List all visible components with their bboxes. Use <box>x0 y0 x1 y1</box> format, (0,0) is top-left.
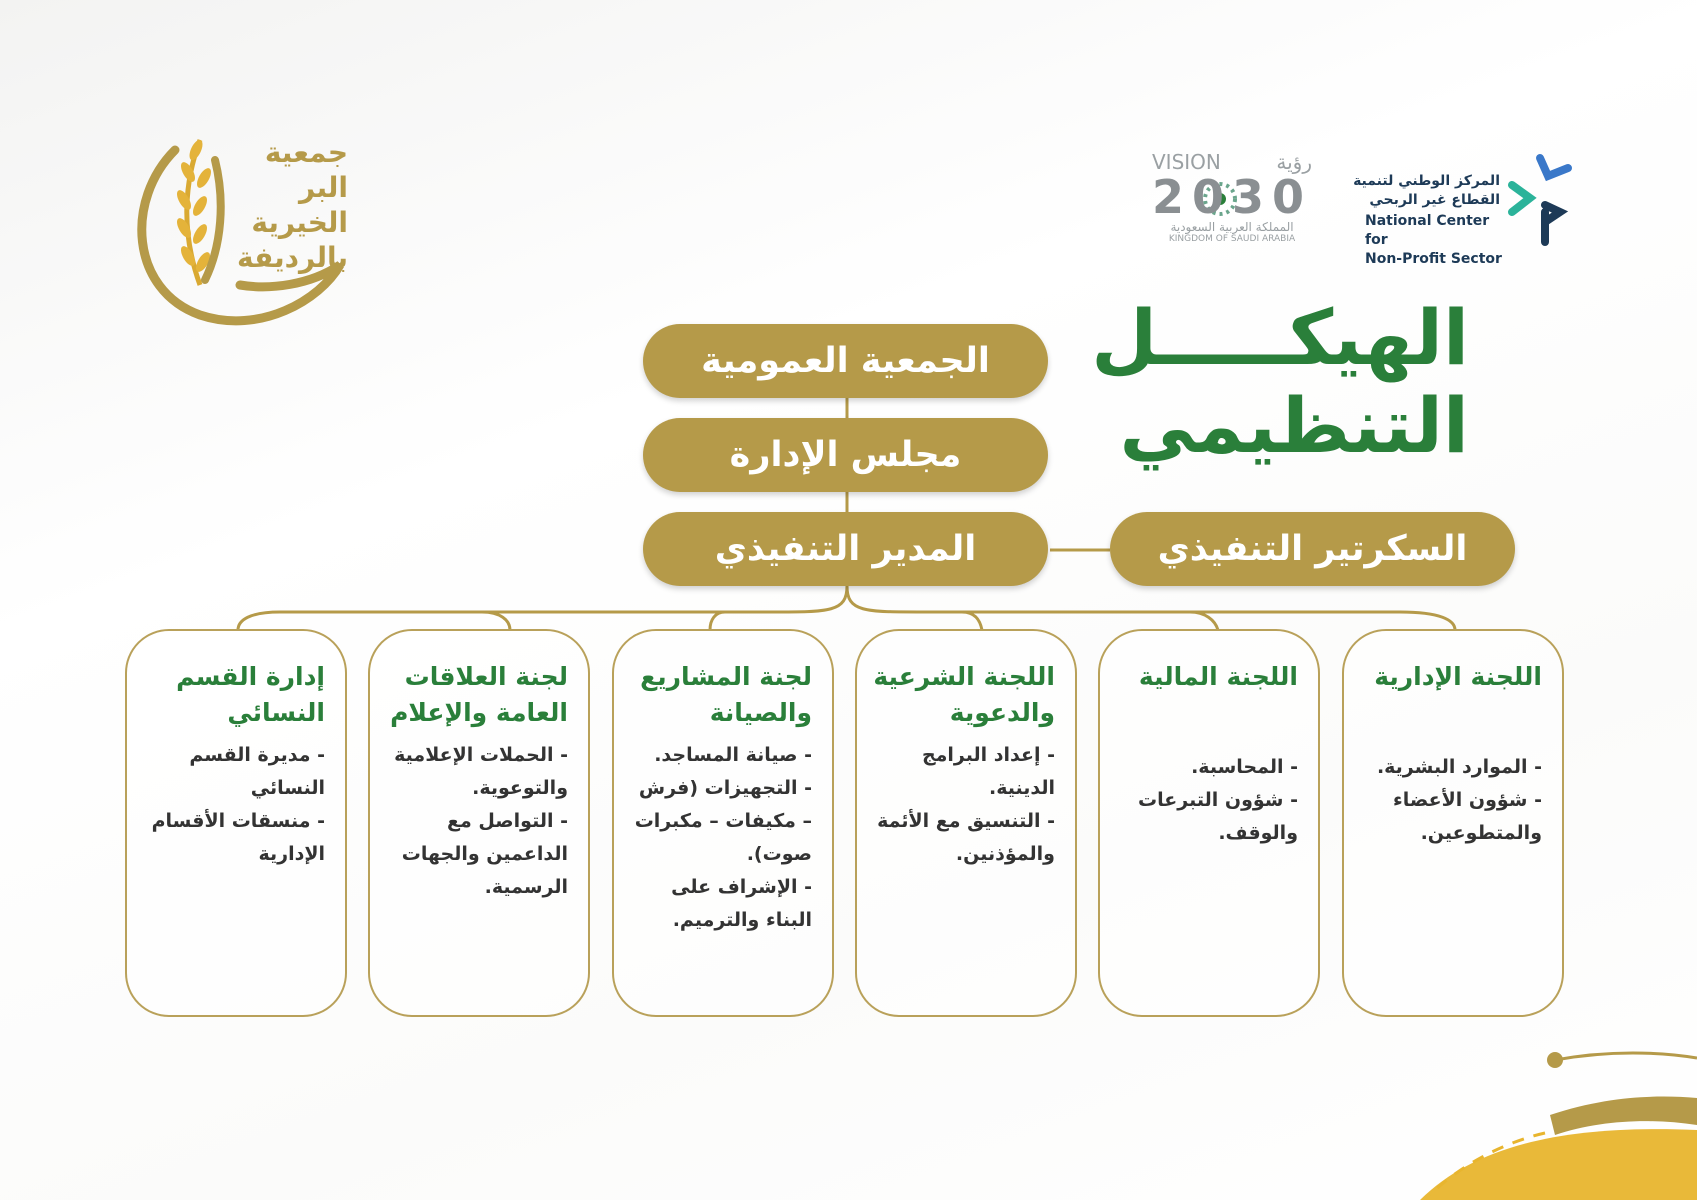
committee-card-women-section <box>125 629 347 1017</box>
committee-item: - صيانة المساجد. <box>628 739 812 772</box>
node-general-assembly: الجمعية العمومية <box>643 324 1048 398</box>
association-logo-line: بالرديفة <box>237 241 348 274</box>
ncnp-en-line: National Center for <box>1365 213 1490 248</box>
page-title-line2: التنظيمي <box>1119 381 1469 470</box>
ncnp-logo-en <box>1365 212 1515 269</box>
committee-item: - شؤون التبرعات والوقف. <box>1114 784 1298 850</box>
vision-2030-logo <box>1152 150 1312 260</box>
page-title <box>1091 293 1469 470</box>
vision-country-ar: المملكة العربية السعودية <box>1170 220 1294 234</box>
ncnp-logo-ar <box>1345 172 1500 210</box>
committee-item: - التواصل مع الداعمين والجهات الرسمية. <box>384 805 568 904</box>
ncnp-ar-line: المركز الوطني لتنمية <box>1353 173 1500 189</box>
committee-item: - التنسيق مع الأئمة والمؤذنين. <box>871 805 1055 871</box>
vision-label-en: VISION <box>1152 150 1221 174</box>
committee-card-financial <box>1098 629 1320 1017</box>
committee-card-projects <box>612 629 834 1017</box>
committee-title: اللجنة الشرعية والدعوية <box>873 662 1055 727</box>
node-executive-secretary: السكرتير التنفيذي <box>1110 512 1515 586</box>
ncnp-en-line: Non-Profit Sector <box>1365 251 1502 267</box>
node-board: مجلس الإدارة <box>643 418 1048 492</box>
committee-title: لجنة العلاقات العامة والإعلام <box>390 662 568 727</box>
committee-item: - المحاسبة. <box>1114 751 1298 784</box>
decorative-arcs <box>1420 1052 1697 1200</box>
vision-year: 2030 <box>1152 170 1313 224</box>
committee-title: لجنة المشاريع والصيانة <box>640 662 812 727</box>
association-logo-line: الخيرية <box>251 206 348 239</box>
committee-item: - التجهيزات (فرش – مكيفات – مكبرات صوت). <box>628 772 812 871</box>
association-logo-line: جمعية <box>264 136 348 169</box>
committee-card-public-relations <box>368 629 590 1017</box>
committee-title: اللجنة الإدارية <box>1374 662 1542 691</box>
node-executive-director: المدير التنفيذي <box>643 512 1048 586</box>
committee-item: - إعداد البرامج الدينية. <box>871 739 1055 805</box>
committee-items <box>384 739 568 904</box>
committee-title: إدارة القسم النسائي <box>176 662 325 727</box>
committee-card-religious <box>855 629 1077 1017</box>
vision-country-en: KINGDOM OF SAUDI ARABIA <box>1168 234 1296 244</box>
page-title-line1: الهيكـــــل <box>1091 293 1469 382</box>
committee-card-administrative <box>1342 629 1564 1017</box>
committee-item: - شؤون الأعضاء والمتطوعين. <box>1358 784 1542 850</box>
committee-item: - منسقات الأقسام الإدارية <box>141 805 325 871</box>
association-logo-line: البر <box>299 171 348 204</box>
ncnp-arrows-icon <box>1512 158 1568 242</box>
ncnp-ar-line: القطاع غير الربحي <box>1369 192 1500 208</box>
vision-label-ar: رؤية <box>1276 150 1312 174</box>
committee-item: - الحملات الإعلامية والتوعوية. <box>384 739 568 805</box>
committee-items <box>141 739 325 871</box>
committee-title: اللجنة المالية <box>1138 662 1298 691</box>
committee-item: - الإشراف على البناء والترميم. <box>628 871 812 937</box>
committee-items <box>1358 751 1542 850</box>
committee-item: - مديرة القسم النسائي <box>141 739 325 805</box>
committee-items <box>1114 751 1298 850</box>
committee-items <box>628 739 812 937</box>
committee-item: - الموارد البشرية. <box>1358 751 1542 784</box>
association-logo <box>238 135 348 275</box>
committee-items <box>871 739 1055 871</box>
